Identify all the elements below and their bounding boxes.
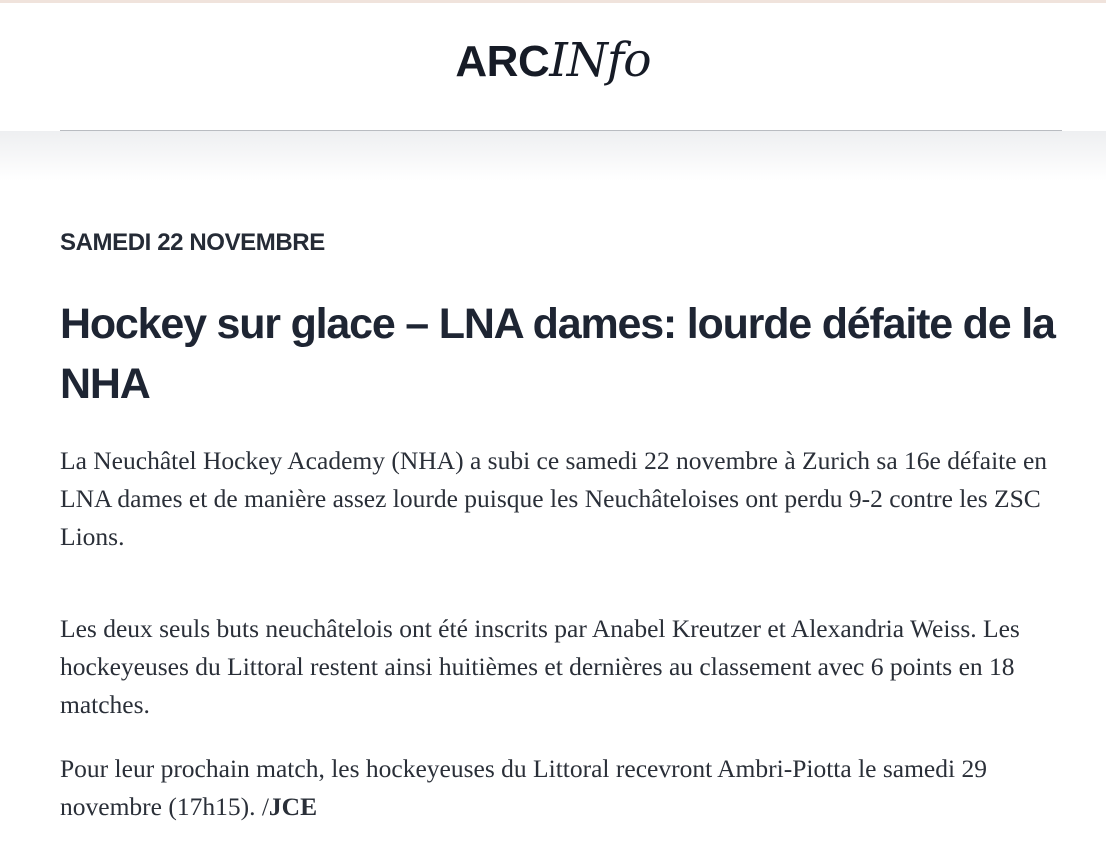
article-paragraph-2: Les deux seuls buts neuchâtelois ont été inscrits par Anabel Kreutzer et Alexandria Weiss. Les hockeyeuses du Littoral restent ainsi huitièmes et dernières au classement avec 6 points en 18 matches. [60, 614, 1020, 719]
article-date: SAMEDI 22 NOVEMBRE [60, 229, 325, 256]
header-shadow [0, 131, 1106, 181]
article-paragraph-1: La Neuchâtel Hockey Academy (NHA) a subi ce samedi 22 novembre à Zurich sa 16e défaite en LNA dames et de manière assez lourde puisque les Neuchâteloises ont perdu 9-2 contre les ZSC Lions. [60, 446, 1048, 551]
article-title: Hockey sur glace – LNA dames: lourde défaite de la NHA [60, 300, 1055, 408]
logo-info-text: INfo [549, 33, 651, 88]
author-signature: JCE [268, 792, 318, 821]
article-paragraph-3-text: Pour leur prochain match, les hockeyeuses du Littoral recevront Ambri-Piotta le samedi 29 novembre (17h15). / [60, 754, 987, 821]
arcinfo-logo[interactable] [0, 33, 1106, 88]
article-paragraph-3 [60, 750, 1060, 826]
site-header [0, 3, 1106, 131]
logo-arc-text: ARC [455, 37, 550, 86]
